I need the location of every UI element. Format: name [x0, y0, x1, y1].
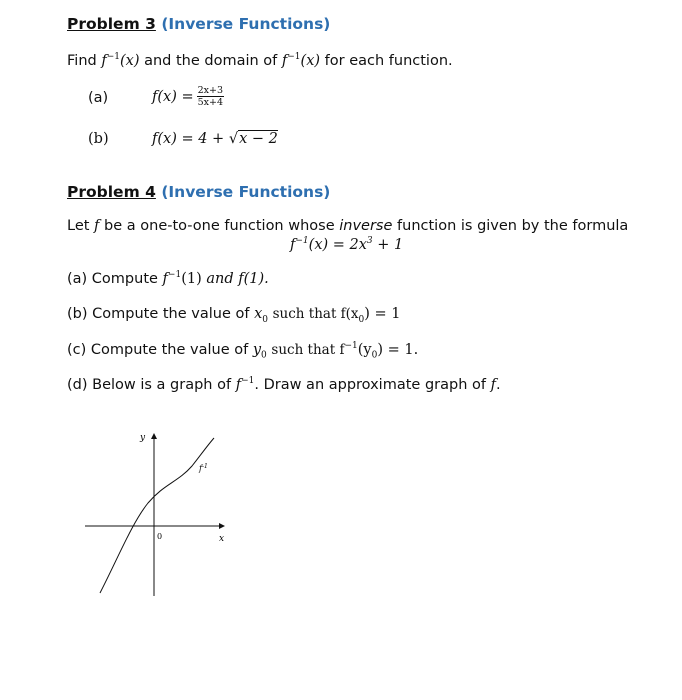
- problem-3b-equation: f(x) = 4 + √x − 2: [152, 131, 278, 147]
- problem-4b: (b) Compute the value of $x_0$ such that $f(x_0) = 1$: [67, 306, 401, 325]
- curve-label: $f^{-1}$: [199, 463, 208, 473]
- problem-3-intro: Find $f^{-1}(x)$ and the domain of $f^{-1}(x)$ for each function.: [67, 52, 453, 69]
- problem-3a-equation: f(x) = $\frac{2x+3}{5x+4}$: [152, 85, 224, 108]
- fraction: $\frac{2x+3}{5x+4}$: [197, 85, 224, 108]
- problem-4-number: Problem 4: [67, 183, 156, 201]
- origin-label: 0: [157, 532, 163, 541]
- problem-4a: (a) Compute $f^{-1}(1)$ and f(1).: [67, 270, 269, 287]
- problem-3b-label: (b): [88, 131, 109, 147]
- problem-4-statement: Let f be a one-to-one function whose inverse function is given by the formula: [67, 218, 629, 234]
- problem-3a-label: (a): [88, 90, 109, 106]
- inverse-formula: $f^{-1}(x) = 2x^3 + 1$: [290, 236, 404, 253]
- problem-4-topic: (Inverse Functions): [161, 183, 331, 201]
- inverse-curve: [100, 438, 214, 593]
- problem-3-heading: [67, 15, 330, 33]
- problem-4-heading: [67, 183, 330, 201]
- problem-4c: (c) Compute the value of $y_0$ such that $f^{-1}(y_0) = 1$.: [67, 341, 419, 361]
- problem-3-number: Problem 3: [67, 15, 156, 33]
- problem-4d: (d) Below is a graph of $f^{-1}$. Draw an approximate graph of f.: [67, 376, 501, 393]
- x-axis-label: x: [219, 534, 225, 544]
- y-axis-label: y: [140, 433, 146, 443]
- problem-3-topic: (Inverse Functions): [161, 15, 331, 33]
- inverse-function-graph: [80, 428, 230, 603]
